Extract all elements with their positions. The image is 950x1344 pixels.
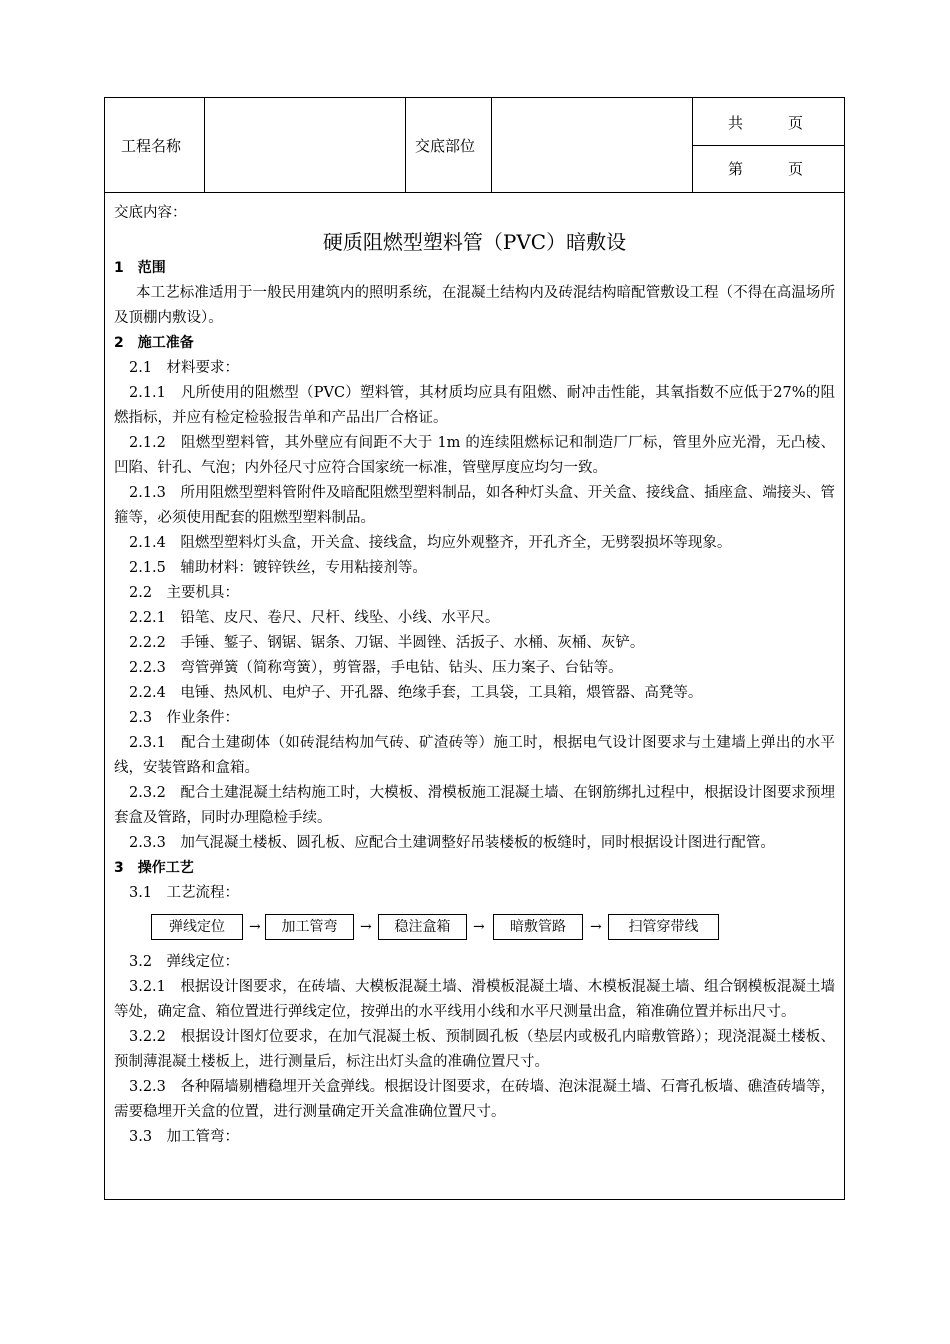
paragraph: 3.2.1 根据设计图要求，在砖墙、大模板混凝土墙、滑模板混凝土墙、木模板混凝土墙、组合钢模板混凝土墙等处，确定盒、箱位置进行弹线定位，按弹出的水平线用小线和水平尺测量出盒，箱准确位置并标出尺寸。 [114, 979, 835, 1020]
page-number-label: 第 页 [728, 160, 804, 178]
project-name-label: 工程名称 [121, 137, 182, 155]
section-heading: 3 操作工艺 [114, 860, 194, 876]
section-lines [114, 256, 835, 906]
document-frame [104, 97, 845, 1200]
flow-step: 加工管弯 [265, 914, 354, 940]
paragraph: 2.2 主要机具： [129, 585, 240, 601]
flow-step: 弹线定位 [151, 914, 243, 940]
paragraph: 2.1.5 辅助材料：镀锌铁丝，专用粘接剂等。 [129, 560, 427, 576]
header-divider [204, 98, 205, 192]
paragraph: 本工艺标准适用于一般民用建筑内的照明系统，在混凝土结构内及砖混结构暗配管敷设工程（不得在高温场所及顶棚内敷设）。 [114, 285, 835, 326]
paragraph: 2.2.2 手锤、錾子、钢锯、锯条、刀锯、半圆锉、活扳子、水桶、灰桶、灰铲。 [129, 635, 645, 651]
flow-step: 稳注盒箱 [378, 914, 467, 940]
paragraph: 2.1.3 所用阻燃型塑料管附件及暗配阻燃型塑料制品，如各种灯头盒、开关盒、接线盒、插座盒、端接头、管箍等，必须使用配套的阻燃型塑料制品。 [114, 485, 835, 526]
section-heading: 1 范围 [114, 260, 166, 276]
flow-arrow: → [590, 919, 602, 935]
document-title: 硬质阻燃型塑料管（PVC）暗敷设 [322, 230, 627, 254]
paragraph: 2.1.2 阻燃型塑料管，其外壁应有间距不大于 1m 的连续阻燃标记和制造厂厂标，管里外应光滑，无凸棱、凹陷、针孔、气泡；内外径尺寸应符合国家统一标准，管壁厚度应均匀一致。 [114, 435, 835, 476]
paragraph: 3.2 弹线定位： [129, 954, 240, 970]
flow-step: 暗敷管路 [493, 914, 583, 940]
paragraph: 2.1 材料要求： [129, 360, 240, 376]
section-heading: 2 施工准备 [114, 335, 194, 351]
paragraph: 2.2.3 弯管弹簧（简称弯簧），剪管器，手电钻、钻头、压力案子、台钻等。 [129, 660, 623, 676]
paragraph: 3.2.2 根据设计图灯位要求，在加气混凝土板、预制圆孔板（垫层内或极孔内暗敷管路）；现浇混凝土楼板、预制薄混凝土楼板上，进行测量后，标注出灯头盒的准确位置尺寸。 [114, 1029, 835, 1070]
paragraph: 3.3 加工管弯： [129, 1129, 240, 1145]
header-divider [405, 98, 406, 192]
content-label: 交底内容： [114, 205, 187, 221]
paragraph: 2.1.4 阻燃型塑料灯头盒，开关盒、接线盒，均应外观整齐，开孔齐全，无劈裂损坏等现象。 [129, 535, 732, 551]
paragraph: 2.3 作业条件： [129, 710, 240, 726]
flow-arrow: → [249, 919, 261, 935]
paragraph: 2.2.1 铅笔、皮尺、卷尺、尺杆、线坠、小线、水平尺。 [129, 610, 500, 626]
flow-arrow: → [360, 919, 372, 935]
header-divider [692, 145, 844, 146]
paragraph: 2.3.2 配合土建混凝土结构施工时，大模板、滑模板施工混凝土墙、在钢筋绑扎过程中，根据设计图要求预埋套盒及管路，同时办理隐检手续。 [114, 785, 835, 826]
location-label: 交底部位 [415, 137, 476, 155]
total-pages-label: 共 页 [728, 114, 804, 132]
paragraph: 3.1 工艺流程： [129, 885, 240, 901]
flow-arrow: → [473, 919, 485, 935]
paragraph: 3.2.3 各种隔墙剔槽稳埋开关盒弹线。根据设计图要求，在砖墙、泡沫混凝土墙、石膏孔板墙、礁渣砖墙等，需要稳埋开关盒的位置，进行测量确定开关盒准确位置尺寸。 [114, 1079, 835, 1120]
process-flow [114, 906, 835, 950]
paragraph: 2.2.4 电锤、热风机、电炉子、开孔器、绝缘手套，工具袋，工具箱，煨管器、高凳等。 [129, 685, 703, 701]
flow-step: 扫管穿带线 [608, 914, 719, 940]
header-table [105, 98, 844, 193]
section-lines [114, 950, 835, 1150]
paragraph: 2.3.3 加气混凝土楼板、圆孔板、应配合土建调整好吊装楼板的板缝时，同时根据设计图进行配管。 [129, 835, 775, 851]
header-divider [491, 98, 492, 192]
paragraph: 2.1.1 凡所使用的阻燃型（PVC）塑料管，其材质均应具有阻燃、耐冲击性能，其氧指数不应低于27%的阻燃指标，并应有检定检验报告单和产品出厂合格证。 [114, 385, 835, 426]
content-area [105, 193, 844, 1150]
paragraph: 2.3.1 配合土建砌体（如砖混结构加气砖、矿渣砖等）施工时，根据电气设计图要求与土建墙上弹出的水平线，安装管路和盒箱。 [114, 735, 835, 776]
